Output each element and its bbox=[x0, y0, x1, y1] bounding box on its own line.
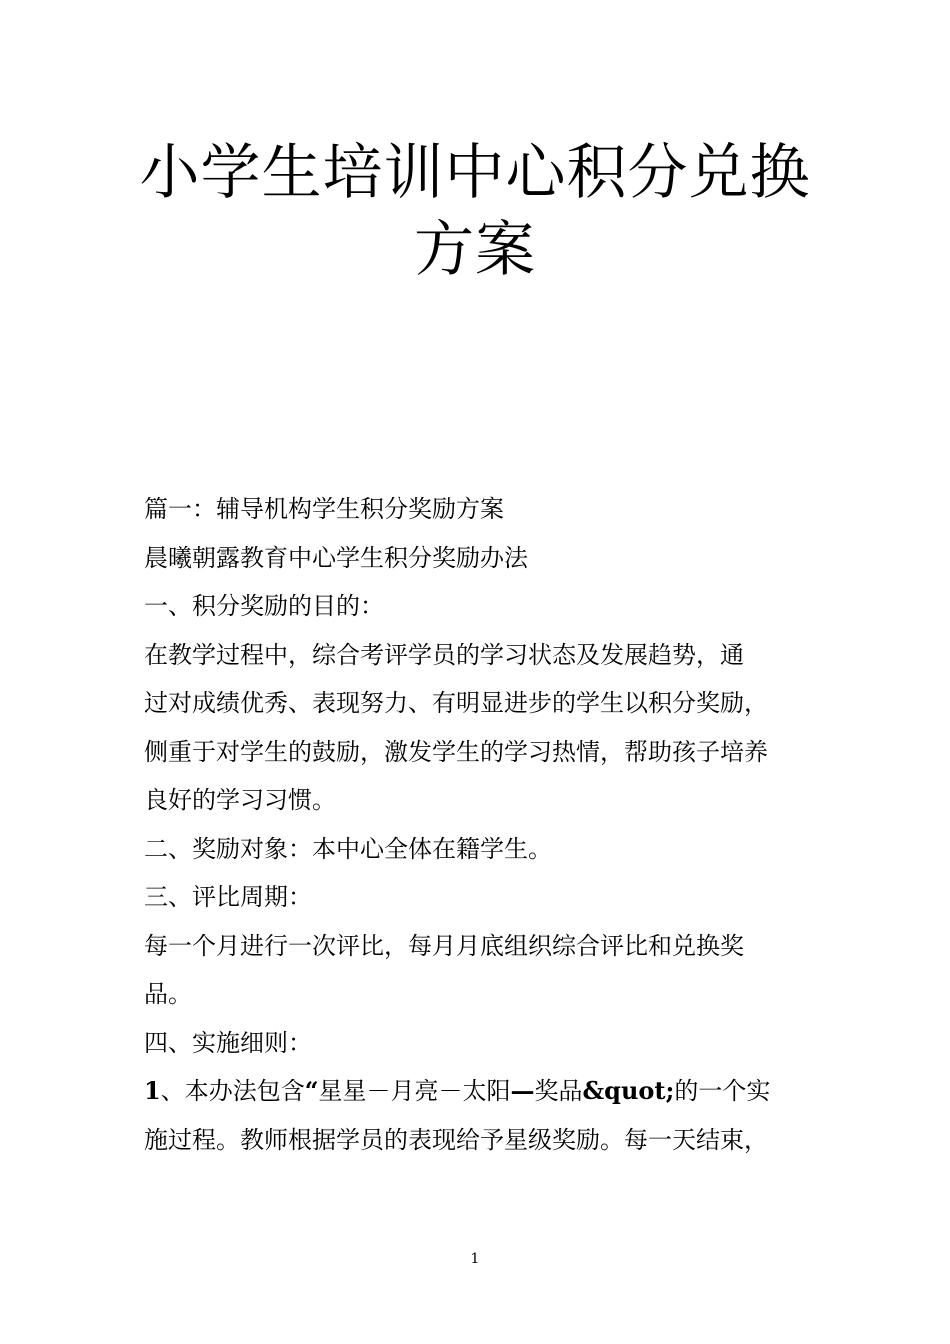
section-heading-part-1: 篇一：辅导机构学生积分奖励方案 bbox=[144, 495, 504, 523]
subtitle-scheme-name: 晨曦朝露教育中心学生积分奖励办法 bbox=[144, 543, 528, 572]
rule-1-line-2: 施过程。教师根据学员的表现给予星级奖励。每一天结束， bbox=[144, 1125, 768, 1154]
paragraph-purpose-line-3: 侧重于对学生的鼓励，激发学生的学习热情，帮助孩子培养 bbox=[144, 737, 768, 766]
heading-rules: 四、实施细则： bbox=[144, 1028, 312, 1057]
paragraph-purpose-line-4: 良好的学习习惯。 bbox=[144, 786, 336, 814]
heading-period: 三、评比周期： bbox=[144, 883, 312, 911]
document-title-line-1: 小学生培训中心积分兑换 bbox=[139, 138, 811, 208]
paragraph-period-line-2: 品。 bbox=[144, 980, 192, 1008]
document-title-line-2: 方案 bbox=[414, 215, 536, 285]
rule-1-text-c: 奖品 bbox=[534, 1077, 583, 1105]
rule-1-dash: — bbox=[510, 1076, 535, 1105]
rule-1-text-d: 的一个实 bbox=[674, 1077, 771, 1105]
rule-1-entity: &quot; bbox=[582, 1076, 675, 1105]
paragraph-period-line-1: 每一个月进行一次评比，每月月底组织综合评比和兑换奖 bbox=[144, 931, 744, 960]
rule-1-line-1 bbox=[144, 1072, 814, 1121]
heading-purpose: 一、积分奖励的目的： bbox=[144, 592, 384, 620]
rule-1-quote-open: “ bbox=[304, 1076, 319, 1105]
document-body bbox=[144, 490, 814, 1169]
paragraph-purpose-line-2: 过对成绩优秀、表现努力、有明显进步的学生以积分奖励， bbox=[144, 689, 768, 717]
rule-1-text-b: 星星－月亮－太阳 bbox=[318, 1077, 511, 1105]
rule-1-text-a: 、本办法包含 bbox=[160, 1077, 305, 1105]
page-number: 1 bbox=[470, 1251, 480, 1267]
rule-1-number: 1 bbox=[144, 1076, 161, 1105]
paragraph-purpose-line-1: 在教学过程中，综合考评学员的学习状态及发展趋势，通 bbox=[144, 640, 744, 669]
heading-target: 二、奖励对象：本中心全体在籍学生。 bbox=[144, 834, 552, 863]
